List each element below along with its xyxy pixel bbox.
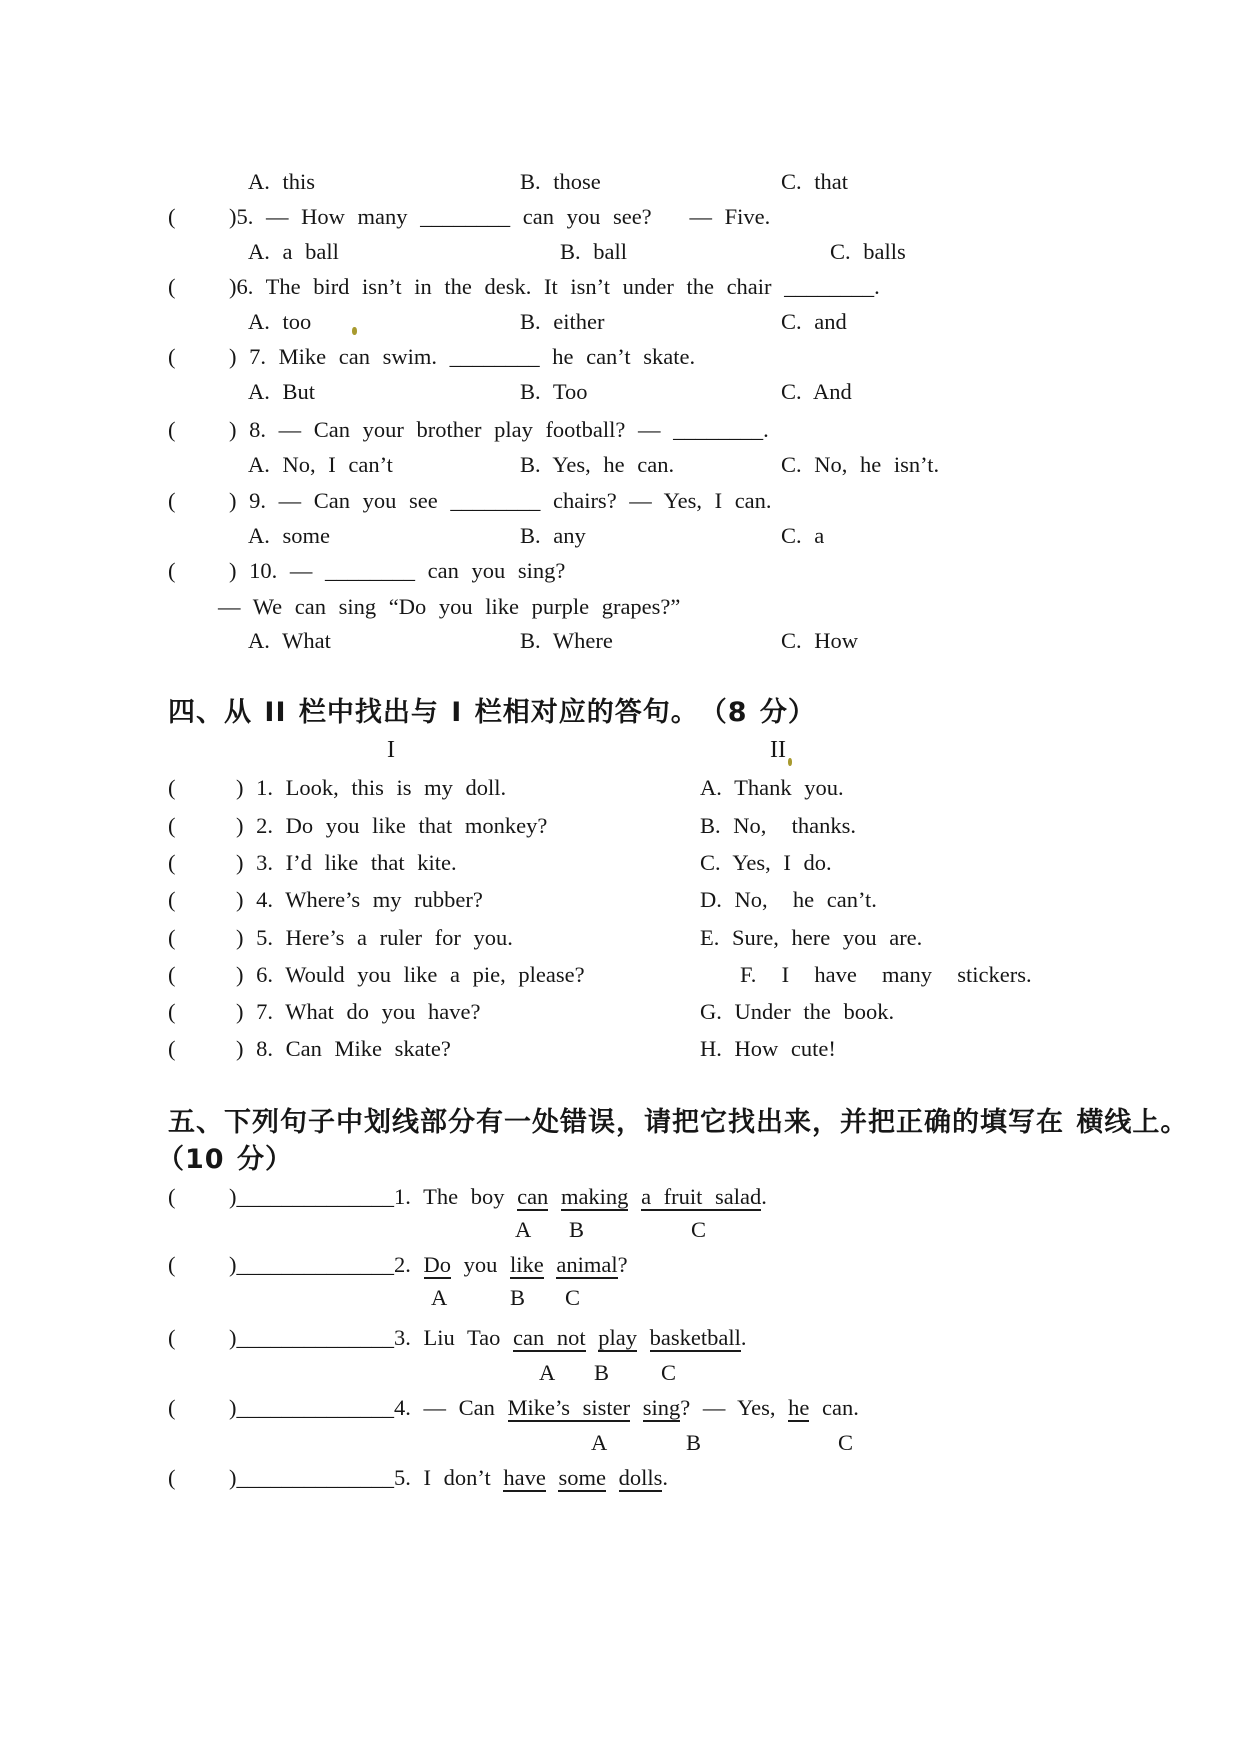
answer-blank: ______________ [236,1184,394,1209]
match-right: A. Thank you. [700,775,844,800]
match-left: ) 7. What do you have? [236,999,481,1024]
segment: you [451,1252,510,1277]
letter-c: C [565,1285,581,1310]
match-left: ) 1. Look, this is my doll. [236,775,507,800]
segment: ? [617,1252,628,1277]
open-paren: ( [168,813,176,838]
open-paren: ( [168,999,176,1024]
answer-blank: ______________ [236,1395,394,1420]
correction-letters-1 [0,1212,1241,1248]
open-paren: ( [168,344,176,369]
section-title: 四、从 II 栏中找出与 I 栏相对应的答句。 （8 分） [168,697,816,728]
match-row-6 [0,957,1241,993]
option-a: A. this [248,169,316,194]
match-right: B. No, thanks. [700,813,856,838]
underlined-b: some [558,1465,606,1490]
open-paren: ( [168,925,176,950]
segment: can. [809,1395,859,1420]
letter-a: A [431,1285,448,1310]
segment [637,1325,650,1350]
segment: 1. The boy [394,1184,518,1209]
correction-item-4 [0,1390,1241,1426]
mc-question-6 [0,269,1241,305]
mc-question-10 [0,553,1241,589]
mc-options-row-5 [0,234,1241,270]
mc-options-row-9 [0,518,1241,554]
option-a: A. No, I can’t [248,452,393,477]
segment: ? — Yes, [680,1395,789,1420]
match-row-1 [0,770,1241,806]
match-right: F. I have many stickers. [740,962,1032,987]
correction-letters-3 [0,1355,1241,1391]
open-paren: ( [168,417,176,442]
letter-c: C [838,1430,854,1455]
segment [606,1465,619,1490]
match-left: ) 3. I’d like that kite. [236,850,457,875]
underlined-c: dolls [618,1465,663,1490]
question-text: — We can sing “Do you like purple grapes?” [218,594,681,619]
segment [548,1184,561,1209]
option-a: A. What [248,628,331,653]
mc-options-row-8 [0,447,1241,483]
underlined-a: Do [423,1252,451,1277]
open-paren: ( [168,850,176,875]
letter-a: A [539,1360,556,1385]
open-paren: ( [168,1325,176,1350]
letter-b: B [594,1360,610,1385]
match-right: D. No, he can’t. [700,887,877,912]
underlined-b: like [510,1252,544,1277]
option-a: A. a ball [248,239,339,264]
underlined-a: can [517,1184,549,1209]
segment: 4. — Can [394,1395,508,1420]
match-right: C. Yes, I do. [700,850,832,875]
correction-item-3 [0,1320,1241,1356]
segment: 3. Liu Tao [394,1325,513,1350]
option-c: C. a [781,523,825,548]
segment: . [761,1184,767,1209]
option-a: A. too [248,309,312,334]
underlined-a: Mike’s sister [507,1395,631,1420]
segment: . [740,1325,747,1350]
underlined-a: have [503,1465,546,1490]
option-b: B. Where [520,628,613,653]
match-row-3 [0,845,1241,881]
mc-question-7 [0,339,1241,375]
segment [586,1325,599,1350]
underlined-c: he [788,1395,810,1420]
segment: 2. [394,1252,424,1277]
match-left: ) 2. Do you like that monkey? [236,813,548,838]
match-row-7 [0,994,1241,1030]
underlined-a: can not [513,1325,586,1350]
scan-artifact-dot [788,758,792,766]
question-text: ) 9. — Can you see ________ chairs? — Yes, I can. [229,488,772,513]
open-paren: ( [168,1395,176,1420]
answer-blank: ______________ [236,1252,394,1277]
open-paren: ( [168,558,176,583]
underlined-b: sing [642,1395,681,1420]
segment [544,1252,557,1277]
match-left: ) 6. Would you like a pie, please? [236,962,585,987]
section-title: 五、下列句子中划线部分有一处错误，请把它找出来，并把正确的填写在 横线上。 [168,1107,1189,1138]
question-text: ) 10. — ________ can you sing? [229,558,566,583]
segment [630,1395,643,1420]
mc-question-8 [0,412,1241,448]
mc-options-row-7 [0,374,1241,410]
option-b: B. any [520,523,586,548]
segment: 5. I don’t [394,1465,504,1490]
column-2-header: II [770,737,786,763]
letter-a: A [591,1430,608,1455]
underlined-b: play [598,1325,637,1350]
item-sentence: )______________3. Liu Tao can not play basketball. [229,1325,747,1350]
score-label: （10 分） [157,1144,293,1175]
question-text: )5. — How many ________ can you see? — Five. [229,204,771,229]
option-b: B. those [520,169,601,194]
letter-a: A [515,1217,532,1242]
option-c: C. balls [830,239,906,264]
open-paren: ( [168,1465,176,1490]
match-row-2 [0,808,1241,844]
correction-letters-2 [0,1280,1241,1316]
option-c: C. And [781,379,852,404]
option-b: B. Too [520,379,588,404]
section5-title-line [0,1105,1241,1141]
mc-question-10-answer-line [0,589,1241,625]
segment [628,1184,641,1209]
segment [546,1465,559,1490]
match-row-4 [0,882,1241,918]
open-paren: ( [168,1036,176,1061]
match-left: ) 8. Can Mike skate? [236,1036,451,1061]
open-paren: ( [168,274,176,299]
match-left: ) 4. Where’s my rubber? [236,887,483,912]
match-right: H. How cute! [700,1036,836,1061]
letter-b: B [510,1285,526,1310]
question-text: ) 8. — Can your brother play football? — ________. [229,417,769,442]
open-paren: ( [168,962,176,987]
option-b: B. Yes, he can. [520,452,675,477]
open-paren: ( [168,1252,176,1277]
mc-options-row-4 [0,164,1241,200]
correction-item-2 [0,1247,1241,1283]
correction-item-1 [0,1179,1241,1215]
open-paren: ( [168,775,176,800]
mc-options-row-6 [0,304,1241,340]
correction-item-5 [0,1460,1241,1496]
scan-artifact-dot [352,327,357,335]
option-a: A. some [248,523,330,548]
match-right: G. Under the book. [700,999,895,1024]
underlined-c: animal [556,1252,618,1277]
open-paren: ( [168,488,176,513]
section4-title-line [0,695,1241,731]
item-sentence: )______________5. I don’t have some dolls. [229,1465,668,1490]
item-sentence: )______________4. — Can Mike’s sister sing? — Yes, he can. [229,1395,859,1420]
underlined-c: basketball [649,1325,741,1350]
answer-blank: ______________ [236,1325,394,1350]
letter-b: B [686,1430,702,1455]
segment: . [662,1465,668,1490]
open-paren: ( [168,887,176,912]
mc-options-row-10 [0,623,1241,659]
correction-letters-4 [0,1425,1241,1461]
option-c: C. that [781,169,848,194]
letter-c: C [661,1360,677,1385]
match-row-5 [0,920,1241,956]
letter-b: B [569,1217,585,1242]
item-sentence: )______________2. Do you like animal? [229,1252,628,1277]
underlined-b: making [560,1184,629,1209]
open-paren: ( [168,204,176,229]
match-row-8 [0,1031,1241,1067]
match-left: ) 5. Here’s a ruler for you. [236,925,513,950]
option-b: B. either [520,309,605,334]
question-text: )6. The bird isn’t in the desk. It isn’t under the chair ________. [229,274,880,299]
mc-question-5 [0,199,1241,235]
column-1-header: I [387,737,395,763]
match-right: E. Sure, here you are. [700,925,923,950]
option-c: C. How [781,628,859,653]
option-a: A. But [248,379,316,404]
answer-blank: ______________ [236,1465,394,1490]
letter-c: C [691,1217,707,1242]
question-text: ) 7. Mike can swim. ________ he can’t skate. [229,344,696,369]
mc-question-9 [0,483,1241,519]
section5-score-line [0,1142,1241,1178]
underlined-c: a fruit salad [641,1184,762,1209]
option-c: C. and [781,309,847,334]
open-paren: ( [168,1184,176,1209]
match-column-headers [0,732,1241,768]
option-b: B. ball [560,239,627,264]
option-c: C. No, he isn’t. [781,452,940,477]
item-sentence: )______________1. The boy can making a fruit salad. [229,1184,767,1209]
